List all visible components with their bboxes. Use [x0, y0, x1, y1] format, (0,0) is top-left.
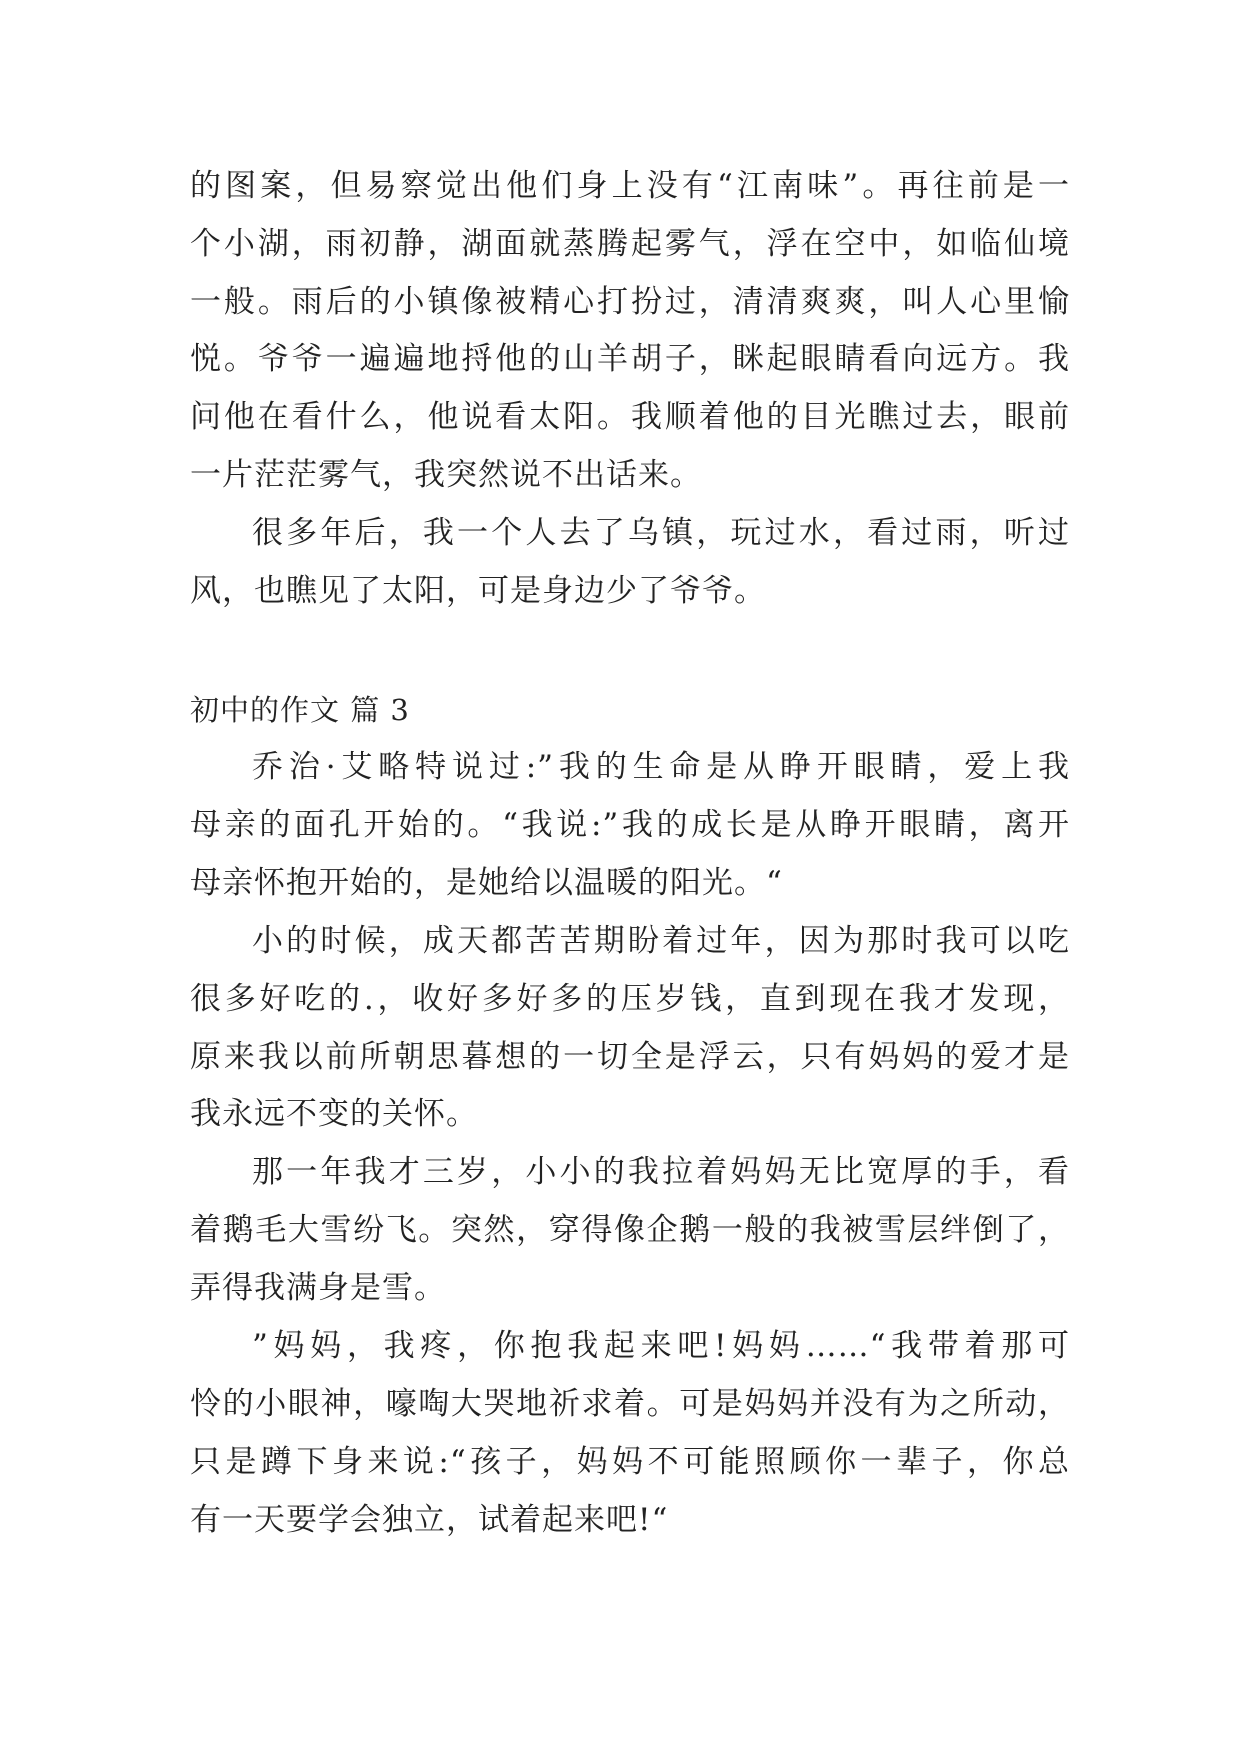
paragraph-line: 小的时候，成天都苦苦期盼着过年，因为那时我可以吃: [252, 923, 1070, 959]
paragraph-line: 的图案，但易察觉出他们身上没有“江南味”。再往前是一: [190, 168, 1070, 204]
paragraph-line: 着鹅毛大雪纷飞。突然，穿得像企鹅一般的我被雪层绊倒了，: [190, 1212, 1070, 1248]
paragraph-line: 原来我以前所朝思暮想的一切全是浮云，只有妈妈的爱才是: [190, 1039, 1070, 1075]
paragraph-line: 怜的小眼神，嚎啕大哭地祈求着。可是妈妈并没有为之所动，: [190, 1386, 1070, 1422]
paragraph-line: 一般。雨后的小镇像被精心打扮过，清清爽爽，叫人心里愉: [190, 284, 1070, 320]
paragraph-line: 很多年后，我一个人去了乌镇，玩过水，看过雨，听过: [252, 515, 1070, 551]
paragraph-line: 母亲怀抱开始的，是她给以温暖的阳光。“: [190, 865, 783, 901]
paragraph-line: 乔治·艾略特说过:”我的生命是从睁开眼睛，爱上我: [252, 749, 1070, 785]
section-title: 初中的作文 篇 3: [190, 693, 410, 727]
paragraph-line: 那一年我才三岁，小小的我拉着妈妈无比宽厚的手，看: [252, 1154, 1070, 1190]
paragraph-line: 问他在看什么，他说看太阳。我顺着他的目光瞧过去，眼前: [190, 399, 1070, 435]
paragraph-line: 个小湖，雨初静，湖面就蒸腾起雾气，浮在空中，如临仙境: [190, 226, 1070, 262]
paragraph-line: 一片茫茫雾气，我突然说不出话来。: [190, 457, 702, 493]
paragraph-line: 悦。爷爷一遍遍地捋他的山羊胡子，眯起眼睛看向远方。我: [190, 341, 1070, 377]
paragraph-line: 风，也瞧见了太阳，可是身边少了爷爷。: [190, 573, 766, 609]
paragraph-line: 很多好吃的.，收好多好多的压岁钱，直到现在我才发现，: [190, 981, 1070, 1017]
paragraph-line: 只是蹲下身来说:“孩子，妈妈不可能照顾你一辈子，你总: [190, 1444, 1070, 1480]
paragraph-line: 母亲的面孔开始的。“我说:”我的成长是从睁开眼睛，离开: [190, 807, 1070, 843]
paragraph-line: 弄得我满身是雪。: [190, 1270, 446, 1306]
paragraph-line: 有一天要学会独立，试着起来吧!“: [190, 1502, 669, 1538]
paragraph-line: 我永远不变的关怀。: [190, 1096, 478, 1132]
paragraph-line: ”妈妈，我疼，你抱我起来吧!妈妈……“我带着那可: [252, 1328, 1070, 1364]
